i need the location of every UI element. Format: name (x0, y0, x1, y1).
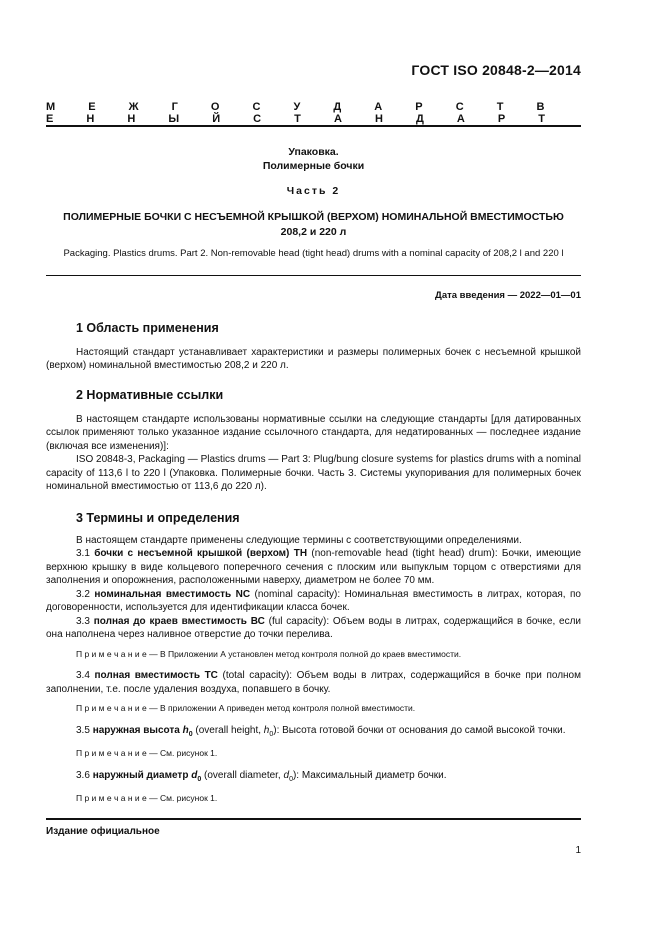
paragraph: В настоящем стандарте применены следующие термины с соответствующими определениями. (76, 534, 522, 546)
page-number: 1 (575, 845, 581, 856)
section-2 (46, 389, 581, 494)
term-3-1: 3.1 бочки с несъемной крышкой (верхом) ТН (non-removable head (tight head) drum): Бочки, имеющие верхнюю крышку в виде кольцевого поперечного сечения с плоским или выпуклым торцом с отверстиями для заполнения и опорожнения, расположенными наверху, диаметром не более 70 мм. (46, 548, 582, 586)
term-3-2: 3.2 номинальная вместимость NC (nominal capacity): Номинальная вместимость в литрах, которая, по договоренности, используется для идентификации класса бочек. (46, 588, 581, 613)
english-title: Packaging. Plastics drums. Part 2. Non-removable head (tight head) drums with a nominal capacity of 208,2 l and 220 l (63, 248, 564, 259)
title-line-1: Упаковка. (288, 146, 339, 158)
term-3-6: 3.6 наружный диаметр $d_0$ (overall diameter, $d_0$): Максимальный диаметр бочки. (76, 769, 447, 783)
section-heading: 1 Область применения (76, 321, 219, 335)
note: П р и м е ч а н и е — В приложении А приведен метод контроля полной вместимости. (76, 703, 416, 713)
term-3-3: 3.3 полная до краев вместимость ВС (ful capacity): Объем воды в литрах, содержащийся в бочке, если она наполнена через наливное отверстие до точки перелива. (46, 615, 581, 640)
section-3 (46, 512, 581, 806)
note: П р и м е ч а н и е — См. рисунок 1. (76, 793, 218, 803)
main-title: ПОЛИМЕРНЫЕ БОЧКИ С НЕСЪЕМНОЙ КРЫШКОЙ (ВЕРХОМ) НОМИНАЛЬНОЙ ВМЕСТИМОСТЬЮ 208,2 и 220 л (63, 211, 564, 238)
header-divider (46, 125, 581, 127)
paragraph: В настоящем стандарте использованы нормативные ссылки на следующие стандарты [для датированных ссылок применяют только указанное издание ссылочного стандарта, для недатированных — последнее издание (включая все изменения)]: (46, 413, 581, 452)
section-1 (46, 322, 581, 373)
term-3-5: 3.5 наружная высота $h_0$ (overall height, $h_0$): Высота готовой бочки от основания до самой высокой точки. (76, 724, 566, 738)
term-3-4: 3.4 полная вместимость ТС (total capacity): Объем воды в литрах, содержащийся в бочке при полном заполнении, т.е. после удаления воздуха, попавшего в бочку. (46, 670, 581, 695)
standard-type: М Е Ж Г О С У Д А Р С Т В Е Н Н Ы Й С Т А Н Д А Р Т (46, 101, 553, 125)
title-line-2: Полимерные бочки (262, 160, 365, 172)
introduction-date: Дата введения — 2022—01—01 (435, 290, 581, 301)
document-title-block (46, 145, 581, 173)
section-heading: 2 Нормативные ссылки (76, 388, 224, 402)
title-divider (46, 275, 581, 276)
section-heading: 3 Термины и определения (76, 511, 240, 525)
edition-label: Издание официальное (46, 826, 160, 837)
note: П р и м е ч а н и е — См. рисунок 1. (76, 748, 218, 758)
document-code: ГОСТ ISO 20848-2—2014 (411, 62, 581, 78)
paragraph: ISO 20848-3, Packaging — Plastics drums — Part 3: Plug/bung closure systems for plastics drums with a nominal capacity of 113,6 l to 220 l (Упаковка. Полимерные бочки. Часть 3. Системы укупоривания для полимерных бочек номинальной вместимостью от 113,6 до 220 л). (46, 454, 581, 492)
paragraph: Настоящий стандарт устанавливает характеристики и размеры полимерных бочек с несъемной крышкой (верхом) номинальной вместимостью 208,2 и 220 л. (46, 346, 581, 371)
footer-divider (46, 818, 581, 820)
part-label: Часть 2 (286, 185, 341, 197)
note: П р и м е ч а н и е — В Приложении А установлен метод контроля полной до краев вместимости. (76, 648, 462, 659)
